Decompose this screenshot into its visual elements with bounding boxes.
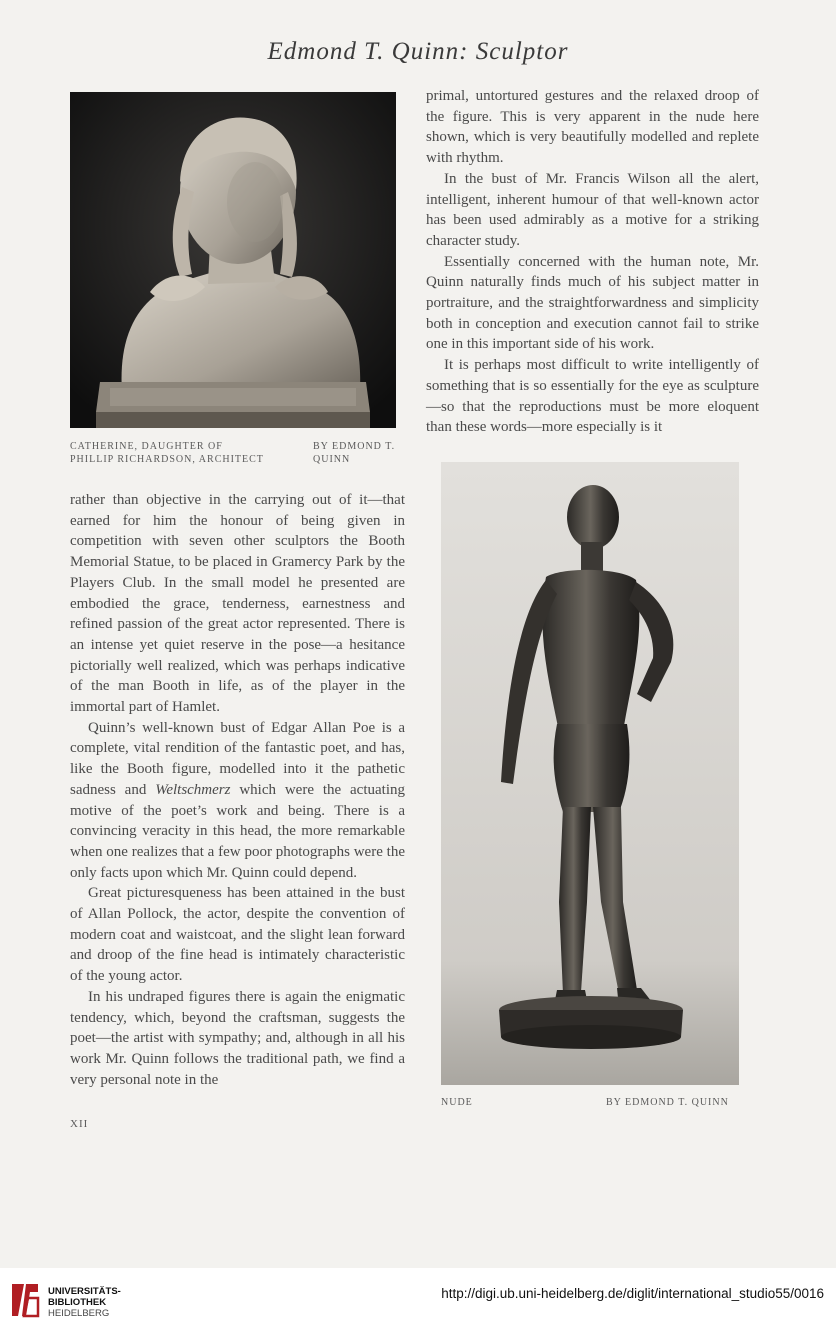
right-column-text <box>426 86 759 438</box>
paragraph: rather than objective in the carrying out of it—that earned for him the honour of being given in competition with seven other sculptors the Booth Memorial Statue, to be placed in Gramercy Park by the Players Club. In the small model he presented are embodied the grace, tenderness, earnestness and refined passion of the great actor represented. There is an intense yet quiet reserve in the pose—a hesitance pictorially well realized, which was perhaps indicative of the man Booth in life, as of the player in the immortal part of Hamlet. <box>70 492 405 716</box>
paragraph-text: which were the actuating motive of the poet’s work and being. There is a convincing veracity in this head, the more remarkable when one realizes that a few poor photographs were the only facts upon which Mr. Quinn could depend. <box>70 781 405 881</box>
paragraph: Essentially concerned with the human note, Mr. Quinn naturally finds much of his subject matter in portraiture, and the straightforwardness and simplicity both in conception and execution cannot fail to strike one in this important side of his work. <box>426 253 759 353</box>
paragraph: It is perhaps most difficult to write intelligently of something that is so essentially for the eye as sculpture—so that the reproductions must be more eloquent than these words—more especially is it <box>426 357 759 436</box>
nude-caption-credit: BY EDMOND T. QUINN <box>606 1097 729 1108</box>
library-name-line1: UNIVERSITÄTS- <box>48 1286 121 1297</box>
left-column-text <box>70 490 405 1090</box>
nude-statue-photograph <box>441 462 739 1085</box>
bust-credit-line2: QUINN <box>313 454 351 465</box>
bust-caption-title <box>70 440 264 466</box>
bust-illustration <box>70 92 396 428</box>
paragraph: In his undraped figures there is again the enigmatic tendency, which, beyond the craftsman, suggests the poet—the artist with sympathy; and, although in all his work Mr. Quinn follows the traditional path, we find a very personal note in the <box>70 988 405 1088</box>
bust-caption-line1: CATHERINE, DAUGHTER OF <box>70 441 223 452</box>
source-url-link[interactable]: http://digi.ub.uni-heidelberg.de/diglit/international_studio55/0016 <box>441 1286 824 1301</box>
nude-caption-title: NUDE <box>441 1097 473 1108</box>
library-logo-icon[interactable] <box>8 1280 42 1325</box>
italic-term: Weltschmerz <box>155 781 231 798</box>
bust-caption-line2: PHILLIP RICHARDSON, ARCHITECT <box>70 454 264 465</box>
bust-credit-line1: BY EDMOND T. <box>313 441 396 452</box>
statue-illustration <box>441 462 739 1085</box>
library-name-line2: BIBLIOTHEK <box>48 1297 107 1308</box>
footer-bar <box>0 1268 836 1331</box>
page-number: XII <box>70 1118 89 1130</box>
paragraph: Great picturesqueness has been attained in the bust of Allan Pollock, the actor, despite the convention of modern coat and waistcoat, and the slight lean forward and droop of the fine head is intimately characteristic of the young actor. <box>70 885 405 985</box>
paragraph: primal, untortured gestures and the relaxed droop of the figure. This is very apparent in the nude here shown, which is very beautifully modelled and replete with rhythm. <box>426 88 759 167</box>
library-name[interactable] <box>48 1286 121 1319</box>
bust-photograph <box>70 92 396 428</box>
library-name-line3: HEIDELBERG <box>48 1308 110 1319</box>
paragraph-text: Quinn’s well-known bust of Edgar Allan Poe is a complete, vital rendition of the fantastic poet, and has, like the Booth figure, modelled into it the pathetic sadness and <box>70 719 405 798</box>
paragraph: In the bust of Mr. Francis Wilson all the alert, intelligent, inherent humour of that well-known actor has been used admirably as a motive for a striking character study. <box>426 170 759 249</box>
paragraph <box>70 718 405 884</box>
bust-caption-credit <box>313 440 395 466</box>
running-title: Edmond T. Quinn: Sculptor <box>267 38 569 65</box>
